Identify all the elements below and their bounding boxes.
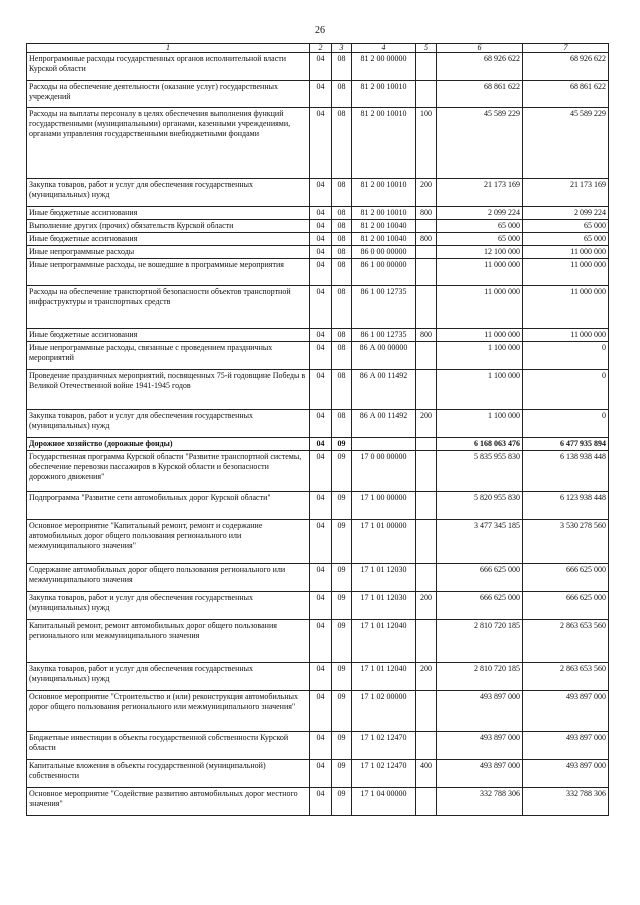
expense-type-cell: 800 — [416, 207, 437, 220]
amount-year2-cell: 21 173 169 — [523, 179, 609, 207]
amount-year1-cell: 332 788 306 — [437, 788, 523, 816]
expense-type-cell — [416, 564, 437, 592]
amount-year1-cell: 11 000 000 — [437, 259, 523, 286]
subsection-code-cell: 08 — [332, 286, 352, 329]
row-name-cell: Закупка товаров, работ и услуг для обеспечения государственных (муниципальных) нужд — [27, 663, 310, 691]
subsection-code-cell: 09 — [332, 663, 352, 691]
section-code-cell: 04 — [310, 592, 332, 620]
row-name-cell: Иные бюджетные ассигнования — [27, 233, 310, 246]
amount-year2-cell: 65 000 — [523, 233, 609, 246]
expense-type-cell — [416, 788, 437, 816]
expense-type-cell — [416, 732, 437, 760]
subsection-code-cell: 09 — [332, 520, 352, 564]
amount-year2-cell: 666 625 000 — [523, 564, 609, 592]
amount-year2-cell: 11 000 000 — [523, 246, 609, 259]
row-name-cell: Закупка товаров, работ и услуг для обеспечения государственных (муниципальных) нужд — [27, 179, 310, 207]
column-header: 6 — [437, 44, 523, 53]
amount-year2-cell: 3 530 278 560 — [523, 520, 609, 564]
amount-year1-cell: 11 000 000 — [437, 286, 523, 329]
table-row — [27, 233, 609, 246]
table-row — [27, 492, 609, 520]
expense-type-cell — [416, 342, 437, 370]
subsection-code-cell: 08 — [332, 207, 352, 220]
section-code-cell: 04 — [310, 760, 332, 788]
expense-type-cell: 200 — [416, 663, 437, 691]
amount-year2-cell: 0 — [523, 342, 609, 370]
section-code-cell: 04 — [310, 520, 332, 564]
section-code-cell: 04 — [310, 259, 332, 286]
table-row — [27, 592, 609, 620]
section-code-cell: 04 — [310, 438, 332, 451]
section-code-cell: 04 — [310, 81, 332, 108]
table-row — [27, 410, 609, 438]
section-code-cell: 04 — [310, 620, 332, 663]
subsection-code-cell: 08 — [332, 259, 352, 286]
target-article-cell: 17 1 01 12030 — [352, 564, 416, 592]
target-article-cell: 17 1 02 12470 — [352, 732, 416, 760]
table-body — [27, 53, 609, 816]
amount-year2-cell: 493 897 000 — [523, 732, 609, 760]
subsection-code-cell: 08 — [332, 370, 352, 410]
amount-year1-cell: 2 810 720 185 — [437, 620, 523, 663]
table-row — [27, 286, 609, 329]
amount-year2-cell: 666 625 000 — [523, 592, 609, 620]
expense-type-cell: 400 — [416, 760, 437, 788]
table-row — [27, 438, 609, 451]
amount-year2-cell: 11 000 000 — [523, 259, 609, 286]
amount-year1-cell: 493 897 000 — [437, 760, 523, 788]
table-row — [27, 760, 609, 788]
table-row — [27, 207, 609, 220]
table-row — [27, 259, 609, 286]
table-row — [27, 691, 609, 732]
amount-year2-cell: 2 863 653 560 — [523, 663, 609, 691]
amount-year1-cell: 11 000 000 — [437, 329, 523, 342]
target-article-cell: 17 1 04 00000 — [352, 788, 416, 816]
subsection-code-cell: 08 — [332, 246, 352, 259]
amount-year1-cell: 65 000 — [437, 233, 523, 246]
amount-year2-cell: 11 000 000 — [523, 286, 609, 329]
amount-year1-cell: 1 100 000 — [437, 410, 523, 438]
amount-year1-cell: 3 477 345 185 — [437, 520, 523, 564]
subsection-code-cell: 08 — [332, 220, 352, 233]
amount-year2-cell: 0 — [523, 410, 609, 438]
amount-year1-cell: 493 897 000 — [437, 732, 523, 760]
target-article-cell: 17 1 01 00000 — [352, 520, 416, 564]
amount-year1-cell: 666 625 000 — [437, 592, 523, 620]
expense-type-cell — [416, 451, 437, 492]
amount-year1-cell: 666 625 000 — [437, 564, 523, 592]
target-article-cell: 81 2 00 10040 — [352, 233, 416, 246]
target-article-cell: 81 2 00 10040 — [352, 220, 416, 233]
section-code-cell: 04 — [310, 370, 332, 410]
target-article-cell: 17 0 00 00000 — [352, 451, 416, 492]
target-article-cell: 86 А 00 11492 — [352, 410, 416, 438]
row-name-cell: Основное мероприятие "Содействие развитию автомобильных дорог местного значения" — [27, 788, 310, 816]
row-name-cell: Расходы на выплаты персоналу в целях обеспечения выполнения функций государственными (муниципальными) органами, казенными учреждениями, органами управления государственными внебюджетными фондами — [27, 108, 310, 179]
amount-year2-cell: 2 863 653 560 — [523, 620, 609, 663]
row-name-cell: Капитальный ремонт, ремонт автомобильных дорог общего пользования регионального или межмуниципального значения — [27, 620, 310, 663]
column-header: 2 — [310, 44, 332, 53]
expense-type-cell: 100 — [416, 108, 437, 179]
row-name-cell: Содержание автомобильных дорог общего пользования регионального или межмуниципального значения — [27, 564, 310, 592]
row-name-cell: Подпрограмма "Развитие сети автомобильных дорог Курской области" — [27, 492, 310, 520]
subsection-code-cell: 09 — [332, 492, 352, 520]
amount-year2-cell: 493 897 000 — [523, 691, 609, 732]
row-name-cell: Иные бюджетные ассигнования — [27, 207, 310, 220]
amount-year1-cell: 493 897 000 — [437, 691, 523, 732]
row-name-cell: Иные непрограммные расходы, связанные с проведением праздничных мероприятий — [27, 342, 310, 370]
amount-year2-cell: 6 138 938 448 — [523, 451, 609, 492]
section-code-cell: 04 — [310, 53, 332, 81]
row-name-cell: Расходы на обеспечение транспортной безопасности объектов транспортной инфраструктуры и транспортных средств — [27, 286, 310, 329]
table-row — [27, 329, 609, 342]
section-code-cell: 04 — [310, 108, 332, 179]
amount-year1-cell: 1 100 000 — [437, 370, 523, 410]
table-row — [27, 246, 609, 259]
table-row — [27, 520, 609, 564]
subsection-code-cell: 09 — [332, 788, 352, 816]
amount-year1-cell: 1 100 000 — [437, 342, 523, 370]
table-row — [27, 53, 609, 81]
row-name-cell: Основное мероприятие "Строительство и (или) реконструкция автомобильных дорог общего пользования регионального или межмуниципального значения" — [27, 691, 310, 732]
target-article-cell: 81 2 00 10010 — [352, 81, 416, 108]
section-code-cell: 04 — [310, 564, 332, 592]
target-article-cell: 81 2 00 00000 — [352, 53, 416, 81]
amount-year2-cell: 11 000 000 — [523, 329, 609, 342]
table-header-row — [27, 44, 609, 53]
table-row — [27, 732, 609, 760]
section-code-cell: 04 — [310, 286, 332, 329]
amount-year1-cell: 6 168 063 476 — [437, 438, 523, 451]
subsection-code-cell: 09 — [332, 732, 352, 760]
amount-year2-cell: 0 — [523, 370, 609, 410]
column-header: 5 — [416, 44, 437, 53]
expense-type-cell: 200 — [416, 179, 437, 207]
subsection-code-cell: 08 — [332, 53, 352, 81]
subsection-code-cell: 08 — [332, 108, 352, 179]
section-code-cell: 04 — [310, 179, 332, 207]
amount-year1-cell: 21 173 169 — [437, 179, 523, 207]
row-name-cell: Капитальные вложения в объекты государственной (муниципальной) собственности — [27, 760, 310, 788]
column-header: 3 — [332, 44, 352, 53]
amount-year1-cell: 45 589 229 — [437, 108, 523, 179]
subsection-code-cell: 09 — [332, 438, 352, 451]
target-article-cell: 86 А 00 11492 — [352, 370, 416, 410]
target-article-cell: 81 2 00 10010 — [352, 207, 416, 220]
expense-type-cell — [416, 520, 437, 564]
subsection-code-cell: 09 — [332, 592, 352, 620]
row-name-cell: Государственная программа Курской области "Развитие транспортной системы, обеспечение перевозки пассажиров в Курской области и безопасности дорожного движения" — [27, 451, 310, 492]
column-header: 4 — [352, 44, 416, 53]
row-name-cell: Непрограммные расходы государственных органов исполнительной власти Курской области — [27, 53, 310, 81]
row-name-cell: Иные непрограммные расходы, не вошедшие в программные мероприятия — [27, 259, 310, 286]
subsection-code-cell: 08 — [332, 410, 352, 438]
subsection-code-cell: 09 — [332, 760, 352, 788]
amount-year1-cell: 65 000 — [437, 220, 523, 233]
table-row — [27, 663, 609, 691]
row-name-cell: Расходы на обеспечение деятельности (оказание услуг) государственных учреждений — [27, 81, 310, 108]
table-row — [27, 220, 609, 233]
section-code-cell: 04 — [310, 410, 332, 438]
column-header: 7 — [523, 44, 609, 53]
target-article-cell: 81 2 00 10010 — [352, 179, 416, 207]
expense-type-cell — [416, 492, 437, 520]
expense-type-cell — [416, 370, 437, 410]
section-code-cell: 04 — [310, 788, 332, 816]
amount-year1-cell: 68 861 622 — [437, 81, 523, 108]
target-article-cell: 86 1 00 12735 — [352, 329, 416, 342]
section-code-cell: 04 — [310, 663, 332, 691]
table-row — [27, 370, 609, 410]
row-name-cell: Иные непрограммные расходы — [27, 246, 310, 259]
table-row — [27, 451, 609, 492]
target-article-cell: 17 1 01 12040 — [352, 620, 416, 663]
expense-type-cell: 200 — [416, 592, 437, 620]
target-article-cell: 17 1 02 00000 — [352, 691, 416, 732]
amount-year1-cell: 2 099 224 — [437, 207, 523, 220]
expense-type-cell: 200 — [416, 410, 437, 438]
table-row — [27, 108, 609, 179]
target-article-cell — [352, 438, 416, 451]
amount-year2-cell: 68 861 622 — [523, 81, 609, 108]
expense-type-cell — [416, 691, 437, 732]
amount-year2-cell: 45 589 229 — [523, 108, 609, 179]
section-code-cell: 04 — [310, 691, 332, 732]
target-article-cell: 17 1 01 12030 — [352, 592, 416, 620]
subsection-code-cell: 09 — [332, 691, 352, 732]
expense-type-cell — [416, 438, 437, 451]
table-row — [27, 620, 609, 663]
target-article-cell: 86 А 00 00000 — [352, 342, 416, 370]
row-name-cell: Основное мероприятие "Капитальный ремонт, ремонт и содержание автомобильных дорог общего пользования регионального или межмуниципального значения" — [27, 520, 310, 564]
row-name-cell: Проведение праздничных мероприятий, посвященных 75-й годовщине Победы в Великой Отечественной войне 1941-1945 годов — [27, 370, 310, 410]
expense-type-cell — [416, 220, 437, 233]
page-number: 26 — [315, 25, 325, 36]
target-article-cell: 86 0 00 00000 — [352, 246, 416, 259]
amount-year1-cell: 2 810 720 185 — [437, 663, 523, 691]
expense-type-cell — [416, 259, 437, 286]
expense-type-cell — [416, 53, 437, 81]
subsection-code-cell: 08 — [332, 342, 352, 370]
amount-year2-cell: 332 788 306 — [523, 788, 609, 816]
section-code-cell: 04 — [310, 233, 332, 246]
amount-year2-cell: 493 897 000 — [523, 760, 609, 788]
expense-type-cell: 800 — [416, 329, 437, 342]
subsection-code-cell: 08 — [332, 233, 352, 246]
subsection-code-cell: 08 — [332, 179, 352, 207]
section-code-cell: 04 — [310, 220, 332, 233]
amount-year2-cell: 65 000 — [523, 220, 609, 233]
subsection-code-cell: 08 — [332, 81, 352, 108]
amount-year1-cell: 5 820 955 830 — [437, 492, 523, 520]
subsection-code-cell: 08 — [332, 329, 352, 342]
target-article-cell: 86 1 00 00000 — [352, 259, 416, 286]
row-name-cell: Иные бюджетные ассигнования — [27, 329, 310, 342]
table-row — [27, 564, 609, 592]
section-code-cell: 04 — [310, 451, 332, 492]
budget-table — [26, 43, 609, 816]
section-code-cell: 04 — [310, 342, 332, 370]
expense-type-cell — [416, 81, 437, 108]
section-code-cell: 04 — [310, 492, 332, 520]
target-article-cell: 17 1 00 00000 — [352, 492, 416, 520]
target-article-cell: 81 2 00 10010 — [352, 108, 416, 179]
expense-type-cell — [416, 246, 437, 259]
row-name-cell: Закупка товаров, работ и услуг для обеспечения государственных (муниципальных) нужд — [27, 592, 310, 620]
row-name-cell: Закупка товаров, работ и услуг для обеспечения государственных (муниципальных) нужд — [27, 410, 310, 438]
section-code-cell: 04 — [310, 207, 332, 220]
row-name-cell: Дорожное хозяйство (дорожные фонды) — [27, 438, 310, 451]
expense-type-cell — [416, 620, 437, 663]
amount-year2-cell: 6 477 935 894 — [523, 438, 609, 451]
table-row — [27, 342, 609, 370]
section-code-cell: 04 — [310, 246, 332, 259]
amount-year1-cell: 5 835 955 830 — [437, 451, 523, 492]
target-article-cell: 86 1 00 12735 — [352, 286, 416, 329]
amount-year2-cell: 68 926 622 — [523, 53, 609, 81]
target-article-cell: 17 1 02 12470 — [352, 760, 416, 788]
target-article-cell: 17 1 01 12040 — [352, 663, 416, 691]
amount-year2-cell: 2 099 224 — [523, 207, 609, 220]
amount-year2-cell: 6 123 938 448 — [523, 492, 609, 520]
expense-type-cell: 800 — [416, 233, 437, 246]
table-row — [27, 81, 609, 108]
expense-type-cell — [416, 286, 437, 329]
section-code-cell: 04 — [310, 329, 332, 342]
subsection-code-cell: 09 — [332, 564, 352, 592]
row-name-cell: Бюджетные инвестиции в объекты государственной собственности Курской области — [27, 732, 310, 760]
subsection-code-cell: 09 — [332, 620, 352, 663]
row-name-cell: Выполнение других (прочих) обязательств Курской области — [27, 220, 310, 233]
subsection-code-cell: 09 — [332, 451, 352, 492]
amount-year1-cell: 68 926 622 — [437, 53, 523, 81]
amount-year1-cell: 12 100 000 — [437, 246, 523, 259]
column-header: 1 — [27, 44, 310, 53]
table-row — [27, 179, 609, 207]
section-code-cell: 04 — [310, 732, 332, 760]
table-row — [27, 788, 609, 816]
